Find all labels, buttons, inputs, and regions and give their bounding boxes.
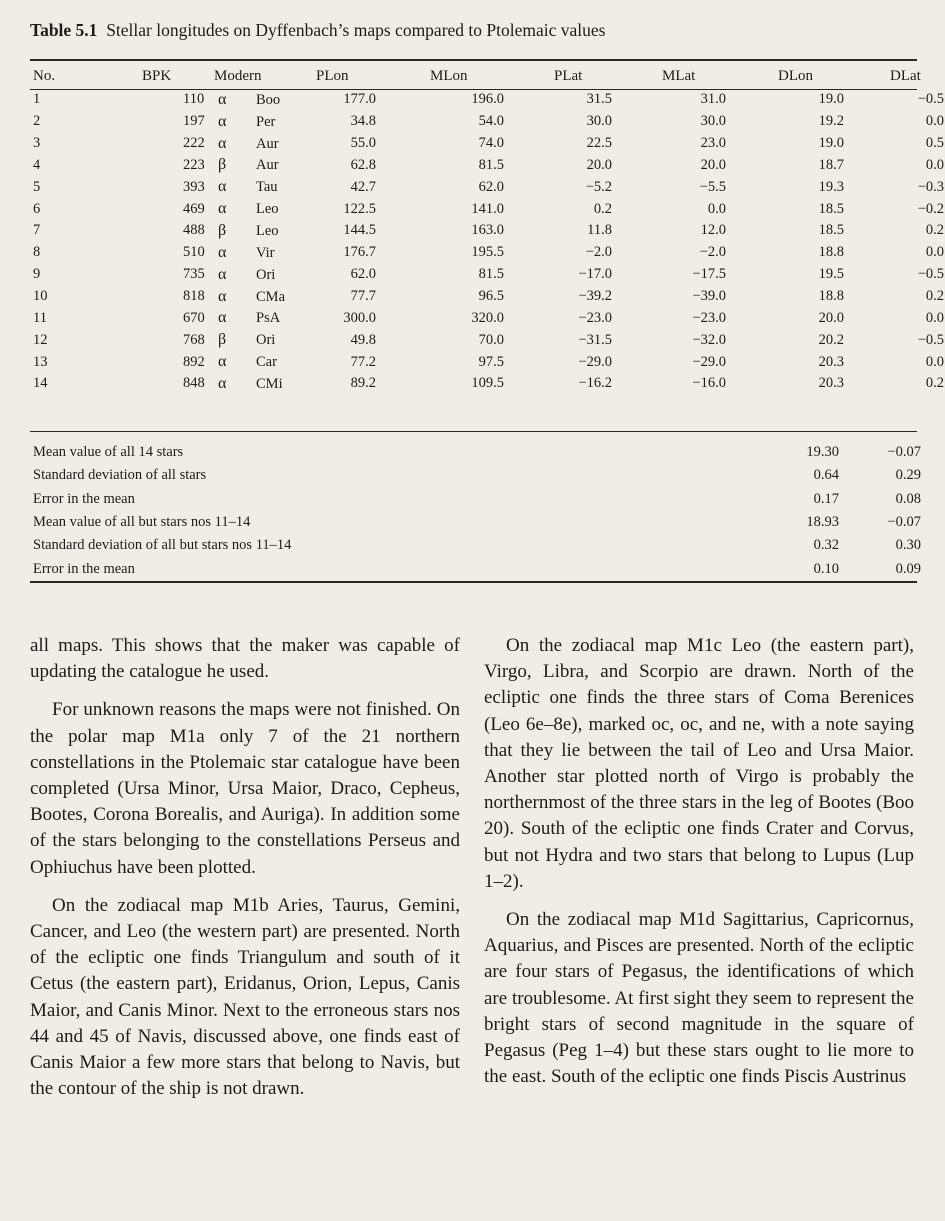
cell-plat: −39.2 <box>578 288 612 305</box>
cell-plat: −2.0 <box>585 244 612 261</box>
cell-constellation: Aur <box>256 157 279 174</box>
cell-mlon: 163.0 <box>471 222 504 239</box>
cell-plat: 11.8 <box>587 222 612 239</box>
cell-greek-letter: β <box>218 331 227 349</box>
table-caption-text: Stellar longitudes on Dyffenbach’s maps compared to Ptolemaic values <box>106 20 606 40</box>
cell-constellation: Boo <box>256 91 281 108</box>
cell-mlat: −2.0 <box>699 244 726 261</box>
cell-constellation: Aur <box>256 135 279 152</box>
table-header-row <box>30 63 945 89</box>
paragraph: all maps. This shows that the maker was capable of updating the catalogue he used. <box>30 635 460 683</box>
cell-mlat: −17.5 <box>692 266 726 283</box>
cell-dlon: 18.7 <box>818 156 844 173</box>
cell-modern <box>214 307 312 329</box>
cell-modern <box>214 155 312 177</box>
cell-dlon: 20.3 <box>818 353 844 370</box>
summary-label: Error in the mean <box>33 490 135 507</box>
right-text-column <box>484 633 914 1090</box>
cell-dlon: 19.2 <box>818 113 844 130</box>
cell-modern <box>214 220 312 242</box>
cell-no: 6 <box>33 200 41 217</box>
cell-greek-letter: α <box>218 178 227 196</box>
col-header-plon: PLon <box>316 67 349 84</box>
summary-dlat: 0.08 <box>895 490 921 507</box>
summary-dlat: −0.07 <box>887 514 921 531</box>
cell-constellation: Vir <box>256 244 275 261</box>
cell-mlat: 20.0 <box>700 156 726 173</box>
cell-plon: 55.0 <box>350 135 376 152</box>
cell-bpk: 393 <box>183 178 205 195</box>
cell-plat: 22.5 <box>586 135 612 152</box>
cell-dlat: −0.2 <box>917 200 944 217</box>
summary-dlat: 0.30 <box>895 537 921 554</box>
col-header-dlon: DLon <box>778 67 813 84</box>
cell-mlon: 195.5 <box>471 244 504 261</box>
cell-dlat: −0.5 <box>917 91 944 108</box>
cell-bpk: 488 <box>183 222 205 239</box>
cell-mlon: 70.0 <box>478 331 504 348</box>
cell-dlat: −0.3 <box>917 178 944 195</box>
cell-no: 4 <box>33 156 41 173</box>
cell-greek-letter: α <box>218 265 227 283</box>
cell-mlon: 320.0 <box>471 309 504 326</box>
cell-dlat: 0.0 <box>925 353 944 370</box>
cell-bpk: 768 <box>183 331 205 348</box>
cell-bpk: 735 <box>183 266 205 283</box>
cell-dlon: 20.0 <box>818 309 844 326</box>
cell-mlat: 23.0 <box>700 135 726 152</box>
cell-no: 7 <box>33 222 41 239</box>
cell-dlon: 18.8 <box>818 244 844 261</box>
paragraph: On the zodiacal map M1b Aries, Taurus, Gemini, Cancer, and Leo (the western part) are presented. North of the ecliptic one finds Triangulum and south of it Cetus (the eastern part), Eridanus, Orion, Lepus, Canis Maior, and Canis Minor. Next to the erroneous stars nos 44 and 45 of Navis, discussed above, one finds east of Canis Maior a few more stars that belong to Navis, but the contour of the ship is not drawn. <box>30 894 460 1100</box>
cell-dlat: 0.5 <box>925 135 944 152</box>
summary-row <box>30 557 921 580</box>
cell-modern <box>214 329 312 351</box>
cell-plon: 177.0 <box>343 91 376 108</box>
cell-modern <box>214 176 312 198</box>
cell-plat: −17.0 <box>578 266 612 283</box>
cell-mlat: 30.0 <box>700 113 726 130</box>
summary-row <box>30 441 921 464</box>
cell-modern <box>214 264 312 286</box>
cell-mlat: −23.0 <box>692 309 726 326</box>
summary-row <box>30 534 921 557</box>
cell-plat: −31.5 <box>578 331 612 348</box>
cell-no: 14 <box>33 375 48 392</box>
cell-bpk: 848 <box>183 375 205 392</box>
table-row <box>30 351 945 373</box>
cell-constellation: Leo <box>256 222 279 239</box>
cell-constellation: CMa <box>256 288 285 305</box>
cell-bpk: 818 <box>183 288 205 305</box>
cell-dlat: −0.5 <box>917 331 944 348</box>
cell-plat: 30.0 <box>586 113 612 130</box>
star-table <box>30 63 945 395</box>
table-row <box>30 155 945 177</box>
summary-label: Mean value of all but stars nos 11–14 <box>33 514 251 531</box>
cell-constellation: Ori <box>256 332 276 349</box>
cell-dlon: 19.0 <box>818 91 844 108</box>
cell-dlat: 0.0 <box>925 309 944 326</box>
cell-greek-letter: α <box>218 200 227 218</box>
cell-plon: 62.0 <box>350 266 376 283</box>
paragraph: On the zodiacal map M1c Leo (the eastern part), Virgo, Libra, and Scorpio are drawn. North of the ecliptic one finds the three stars of Coma Berenices (Leo 6e–8e), marked oc, oc, and ne, with a note saying that they lie between the tail of Leo and Ursa Maior. Another star plotted north of Virgo is probably the northernmost of the three stars in the leg of Bootes (Boo 20). South of the ecliptic one finds Crater and Corvus, but not Hydra and two stars that belong to Lupus (Lup 1–2). <box>484 635 914 892</box>
summary-row <box>30 488 921 511</box>
cell-no: 5 <box>33 178 41 195</box>
cell-mlon: 74.0 <box>478 135 504 152</box>
cell-modern <box>214 351 312 373</box>
cell-constellation: PsA <box>256 310 281 327</box>
cell-dlat: 0.2 <box>925 222 944 239</box>
cell-mlat: 0.0 <box>707 200 726 217</box>
table-row <box>30 111 945 133</box>
cell-modern <box>214 111 312 133</box>
cell-plat: −16.2 <box>578 375 612 392</box>
cell-constellation: CMi <box>256 375 283 392</box>
cell-no: 3 <box>33 135 41 152</box>
cell-greek-letter: α <box>218 90 227 108</box>
summary-row <box>30 464 921 487</box>
summary-dlon: 0.17 <box>813 490 839 507</box>
cell-greek-letter: α <box>218 287 227 305</box>
summary-row <box>30 511 921 534</box>
paragraph: For unknown reasons the maps were not finished. On the polar map M1a only 7 of the 21 northern constellations in the Ptolemaic star catalogue have been completed (Ursa Minor, Ursa Maior, Draco, Cepheus, Bootes, Corona Borealis, and Auriga). In addition some of the stars belonging to the constellations Perseus and Ophiuchus have been plotted. <box>30 699 460 878</box>
cell-mlon: 109.5 <box>471 375 504 392</box>
summary-dlat: 0.29 <box>895 467 921 484</box>
summary-table <box>30 441 921 581</box>
cell-dlat: 0.0 <box>925 156 944 173</box>
star-table-body <box>30 89 945 395</box>
cell-plon: 77.7 <box>350 288 376 305</box>
cell-bpk: 510 <box>183 244 205 261</box>
cell-plon: 176.7 <box>343 244 376 261</box>
table-caption-label: Table 5.1 <box>30 20 98 40</box>
cell-mlat: −32.0 <box>692 331 726 348</box>
cell-bpk: 469 <box>183 200 205 217</box>
cell-mlat: −16.0 <box>692 375 726 392</box>
cell-modern <box>214 242 312 264</box>
summary-dlat: −0.07 <box>887 444 921 461</box>
cell-plat: 31.5 <box>586 91 612 108</box>
cell-greek-letter: β <box>218 156 227 174</box>
table-row <box>30 176 945 198</box>
cell-constellation: Per <box>256 113 276 130</box>
cell-greek-letter: α <box>218 243 227 261</box>
table-row <box>30 198 945 220</box>
cell-plat: −5.2 <box>585 178 612 195</box>
cell-dlat: 0.0 <box>925 113 944 130</box>
summary-label: Standard deviation of all stars <box>33 467 207 484</box>
table-bottom-rule <box>30 581 917 583</box>
cell-bpk: 222 <box>183 135 205 152</box>
cell-plon: 34.8 <box>350 113 376 130</box>
cell-dlon: 20.2 <box>818 331 844 348</box>
cell-plon: 77.2 <box>350 353 376 370</box>
cell-mlon: 54.0 <box>478 113 504 130</box>
col-header-plat: PLat <box>554 67 583 84</box>
col-header-no: No. <box>33 67 56 84</box>
cell-plon: 42.7 <box>350 178 376 195</box>
cell-greek-letter: α <box>218 134 227 152</box>
cell-plon: 300.0 <box>343 309 376 326</box>
cell-mlat: −29.0 <box>692 353 726 370</box>
cell-no: 1 <box>33 91 41 108</box>
cell-constellation: Car <box>256 354 277 371</box>
cell-greek-letter: α <box>218 374 227 392</box>
cell-mlon: 62.0 <box>478 178 504 195</box>
cell-bpk: 670 <box>183 309 205 326</box>
cell-plat: 20.0 <box>586 156 612 173</box>
col-header-bpk: BPK <box>142 67 172 84</box>
cell-dlon: 19.3 <box>818 178 844 195</box>
cell-dlat: −0.5 <box>917 266 944 283</box>
summary-label: Standard deviation of all but stars nos 11–14 <box>33 537 292 554</box>
cell-bpk: 892 <box>183 353 205 370</box>
cell-dlat: 0.2 <box>925 375 944 392</box>
summary-dlon: 0.64 <box>813 467 839 484</box>
cell-plon: 89.2 <box>350 375 376 392</box>
cell-greek-letter: β <box>218 221 227 239</box>
cell-greek-letter: α <box>218 353 227 371</box>
cell-constellation: Tau <box>256 179 278 196</box>
cell-mlat: −5.5 <box>699 178 726 195</box>
cell-mlat: −39.0 <box>692 288 726 305</box>
summary-rule <box>30 431 917 432</box>
table-row <box>30 373 945 395</box>
cell-no: 11 <box>33 309 47 326</box>
cell-dlon: 18.5 <box>818 222 844 239</box>
table-row <box>30 242 945 264</box>
paragraph: On the zodiacal map M1d Sagittarius, Capricornus, Aquarius, and Pisces are presented. North of the ecliptic are four stars of Pegasus, the identifications of which are troublesome. At first sight they seem to represent the bright stars of second magnitude in the square of Pegasus (Peg 1–4) but these stars ought to lie more to the east. South of the ecliptic one finds Piscis Austrinus <box>484 909 914 1088</box>
cell-dlon: 18.5 <box>818 200 844 217</box>
table-row <box>30 220 945 242</box>
cell-mlon: 141.0 <box>471 200 504 217</box>
col-header-dlat: DLat <box>890 67 921 84</box>
cell-mlon: 97.5 <box>478 353 504 370</box>
summary-dlat: 0.09 <box>895 560 921 577</box>
table-top-rule <box>30 59 917 61</box>
cell-plon: 62.8 <box>350 156 376 173</box>
col-header-mlat: MLat <box>662 67 696 84</box>
cell-modern <box>214 198 312 220</box>
cell-dlon: 18.8 <box>818 288 844 305</box>
cell-modern <box>214 286 312 308</box>
col-header-mlon: MLon <box>430 67 468 84</box>
cell-modern <box>214 89 312 111</box>
summary-dlon: 0.10 <box>813 560 839 577</box>
cell-bpk: 110 <box>183 91 205 108</box>
table-row <box>30 133 945 155</box>
cell-greek-letter: α <box>218 112 227 130</box>
cell-mlat: 12.0 <box>700 222 726 239</box>
cell-plon: 122.5 <box>343 200 376 217</box>
cell-constellation: Ori <box>256 266 276 283</box>
cell-mlon: 81.5 <box>478 266 504 283</box>
left-text-column <box>30 633 460 1102</box>
cell-dlon: 19.0 <box>818 135 844 152</box>
cell-no: 8 <box>33 244 41 261</box>
table-row <box>30 329 945 351</box>
summary-dlon: 0.32 <box>813 537 839 554</box>
cell-greek-letter: α <box>218 309 227 327</box>
table-row <box>30 286 945 308</box>
cell-dlat: 0.0 <box>925 244 944 261</box>
table-row <box>30 89 945 111</box>
summary-label: Mean value of all 14 stars <box>33 444 184 461</box>
cell-modern <box>214 373 312 395</box>
table-row <box>30 264 945 286</box>
cell-dlon: 20.3 <box>818 375 844 392</box>
cell-dlon: 19.5 <box>818 266 844 283</box>
cell-no: 9 <box>33 266 41 283</box>
summary-dlon: 19.30 <box>806 444 839 461</box>
cell-no: 12 <box>33 331 48 348</box>
cell-plon: 144.5 <box>343 222 376 239</box>
cell-modern <box>214 133 312 155</box>
cell-bpk: 223 <box>183 156 205 173</box>
cell-plat: −23.0 <box>578 309 612 326</box>
cell-mlon: 96.5 <box>478 288 504 305</box>
cell-plat: −29.0 <box>578 353 612 370</box>
cell-no: 2 <box>33 113 41 130</box>
cell-plon: 49.8 <box>350 331 376 348</box>
table-caption <box>30 20 915 41</box>
summary-dlon: 18.93 <box>806 514 839 531</box>
cell-bpk: 197 <box>183 113 205 130</box>
cell-mlon: 196.0 <box>471 91 504 108</box>
table-row <box>30 307 945 329</box>
col-header-modern: Modern <box>214 67 262 84</box>
cell-dlat: 0.2 <box>925 288 944 305</box>
cell-no: 13 <box>33 353 48 370</box>
cell-mlon: 81.5 <box>478 156 504 173</box>
cell-plat: 0.2 <box>593 200 612 217</box>
cell-no: 10 <box>33 288 48 305</box>
summary-table-body <box>30 441 921 581</box>
cell-constellation: Leo <box>256 201 279 218</box>
cell-mlat: 31.0 <box>700 91 726 108</box>
summary-label: Error in the mean <box>33 560 135 577</box>
